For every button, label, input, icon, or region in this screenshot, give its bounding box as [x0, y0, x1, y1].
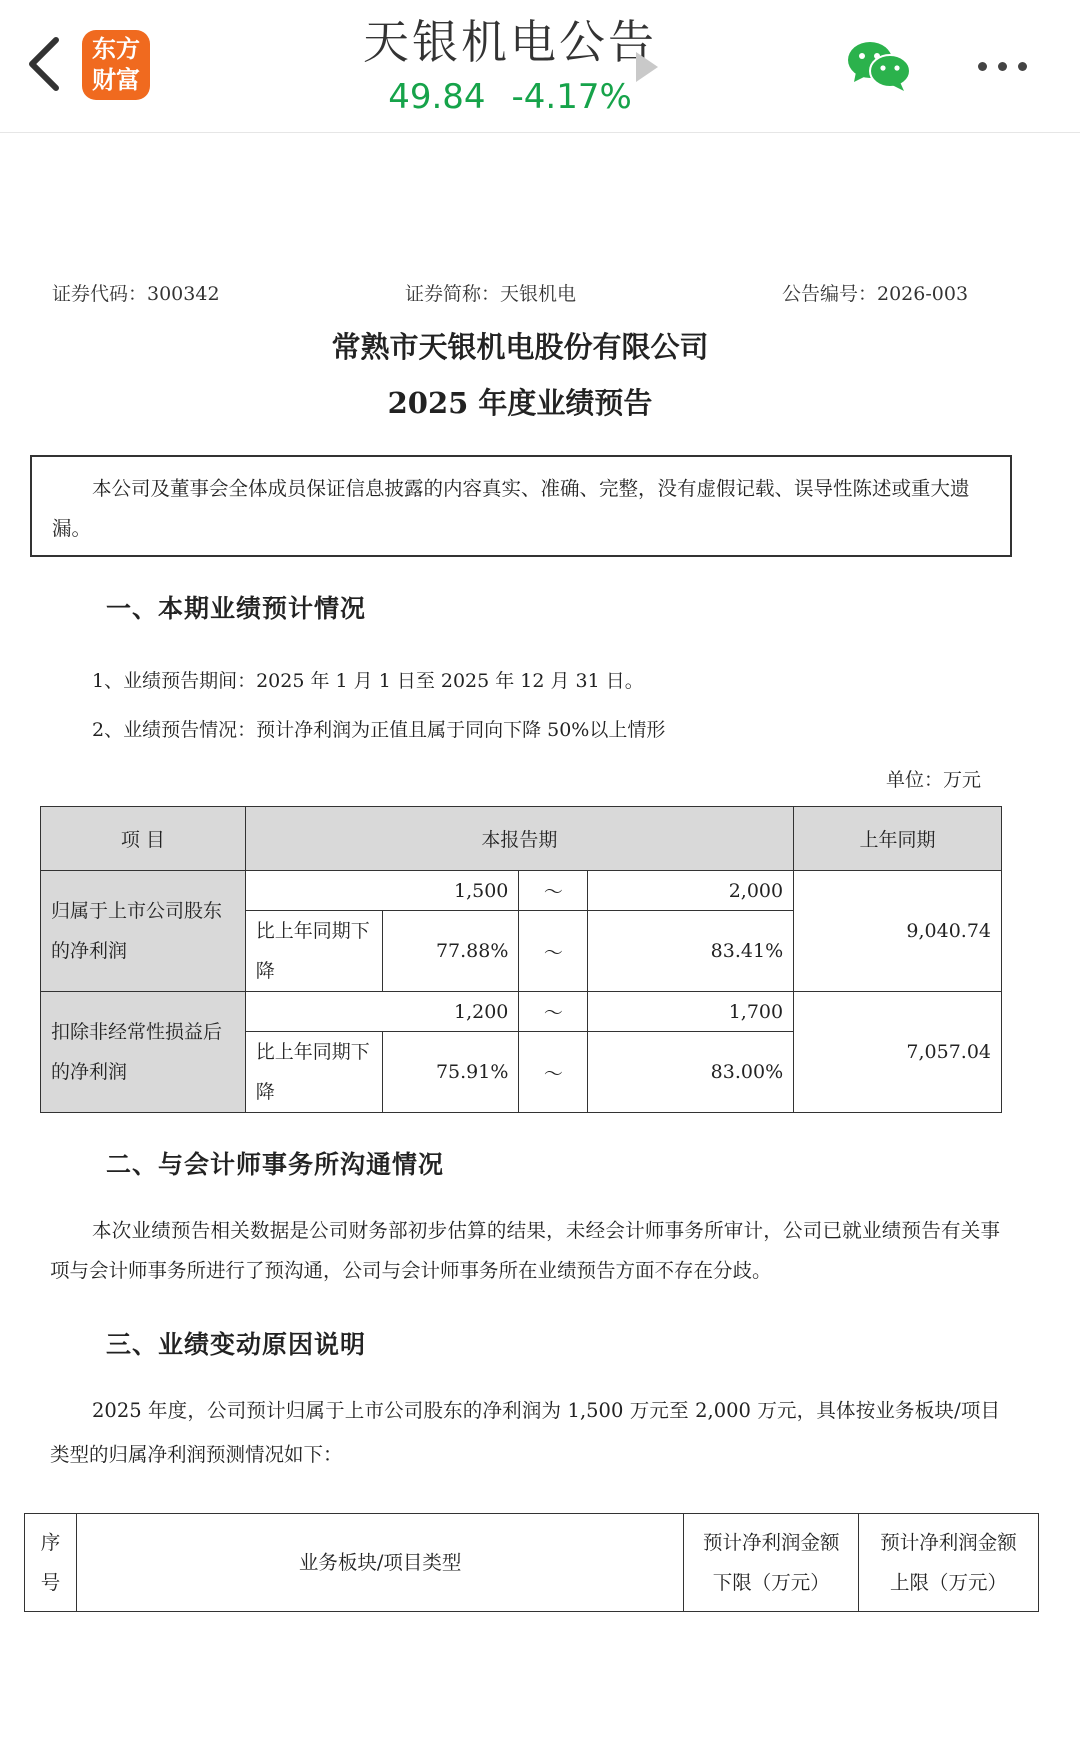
app-logo[interactable]	[82, 30, 150, 100]
page-title: 天银机电公告	[363, 15, 657, 69]
net-profit-last-year: 9,040.74	[794, 871, 1002, 992]
range-tilde: ～	[519, 1032, 588, 1113]
deducted-profit-high: 1,700	[588, 992, 794, 1032]
deducted-profit-last-year: 7,057.04	[794, 992, 1002, 1113]
company-name: 常熟市天银机电股份有限公司	[331, 330, 709, 364]
net-profit-decline-low: 77.88%	[382, 911, 519, 992]
board-statement: 本公司及董事会全体成员保证信息披露的内容真实、准确、完整，没有虚假记载、误导性陈述或重大遗漏。	[30, 455, 1012, 557]
decline-label: 比上年同期下降	[245, 1032, 382, 1113]
wechat-icon[interactable]	[846, 38, 912, 94]
app-header	[0, 0, 1080, 133]
row-label-net-profit: 归属于上市公司股东的净利润	[41, 871, 246, 992]
range-tilde: ～	[519, 871, 588, 911]
segment-table	[24, 1513, 1039, 1612]
stock-price: 49.84	[388, 77, 486, 117]
row-label-deducted-profit: 扣除非经常性损益后的净利润	[41, 992, 246, 1113]
header-last-year: 上年同期	[794, 807, 1002, 871]
range-tilde: ～	[519, 911, 588, 992]
more-dots-icon[interactable]	[972, 48, 1032, 82]
header-profit-low: 预计净利润金额下限（万元）	[684, 1514, 859, 1612]
play-triangle-icon[interactable]	[636, 52, 658, 82]
deducted-profit-low: 1,200	[245, 992, 519, 1032]
deducted-profit-decline-high: 83.00%	[588, 1032, 794, 1113]
header-seq: 序号	[25, 1514, 77, 1612]
logo-text-bottom: 财富	[92, 66, 140, 94]
logo-text-top: 东方	[92, 35, 140, 63]
security-short-name: 证券简称：天银机电	[405, 283, 577, 305]
forecast-type: 2、业绩预告情况：预计净利润为正值且属于同向下降 50%以上情形	[92, 719, 666, 741]
announcement-document	[0, 133, 1080, 1742]
unit-label: 单位：万元	[886, 769, 982, 791]
auditor-communication-text: 本次业绩预告相关数据是公司财务部初步估算的结果，未经会计师事务所审计，公司已就业绩预告有关事项与会计师事务所进行了预沟通，公司与会计师事务所在业绩预告方面不存在分歧。	[50, 1219, 1000, 1282]
forecast-period: 1、业绩预告期间：2025 年 1 月 1 日至 2025 年 12 月 31 日。	[92, 670, 644, 692]
header-segment: 业务板块/项目类型	[76, 1514, 683, 1612]
header-profit-high: 预计净利润金额上限（万元）	[859, 1514, 1039, 1612]
section-heading-2: 二、与会计师事务所沟通情况	[106, 1150, 445, 1179]
forecast-table	[40, 806, 1002, 1113]
back-arrow-icon[interactable]	[24, 36, 64, 92]
net-profit-decline-high: 83.41%	[588, 911, 794, 992]
change-reason-text: 2025 年度，公司预计归属于上市公司股东的净利润为 1,500 万元至 2,000 万元，具体按业务板块/项目类型的归属净利润预测情况如下：	[50, 1399, 1000, 1466]
section-heading-3: 三、业绩变动原因说明	[106, 1330, 367, 1359]
stock-change: -4.17%	[511, 77, 632, 117]
net-profit-low: 1,500	[245, 871, 519, 911]
decline-label: 比上年同期下降	[245, 911, 382, 992]
range-tilde: ～	[519, 992, 588, 1032]
section-heading-1: 一、本期业绩预计情况	[106, 594, 367, 623]
notice-number: 公告编号：2026-003	[782, 283, 969, 305]
net-profit-high: 2,000	[588, 871, 794, 911]
header-item: 项 目	[41, 807, 246, 871]
header-current-period: 本报告期	[245, 807, 793, 871]
security-code: 证券代码：300342	[52, 283, 220, 305]
doc-title: 2025 年度业绩预告	[387, 386, 653, 420]
deducted-profit-decline-low: 75.91%	[382, 1032, 519, 1113]
